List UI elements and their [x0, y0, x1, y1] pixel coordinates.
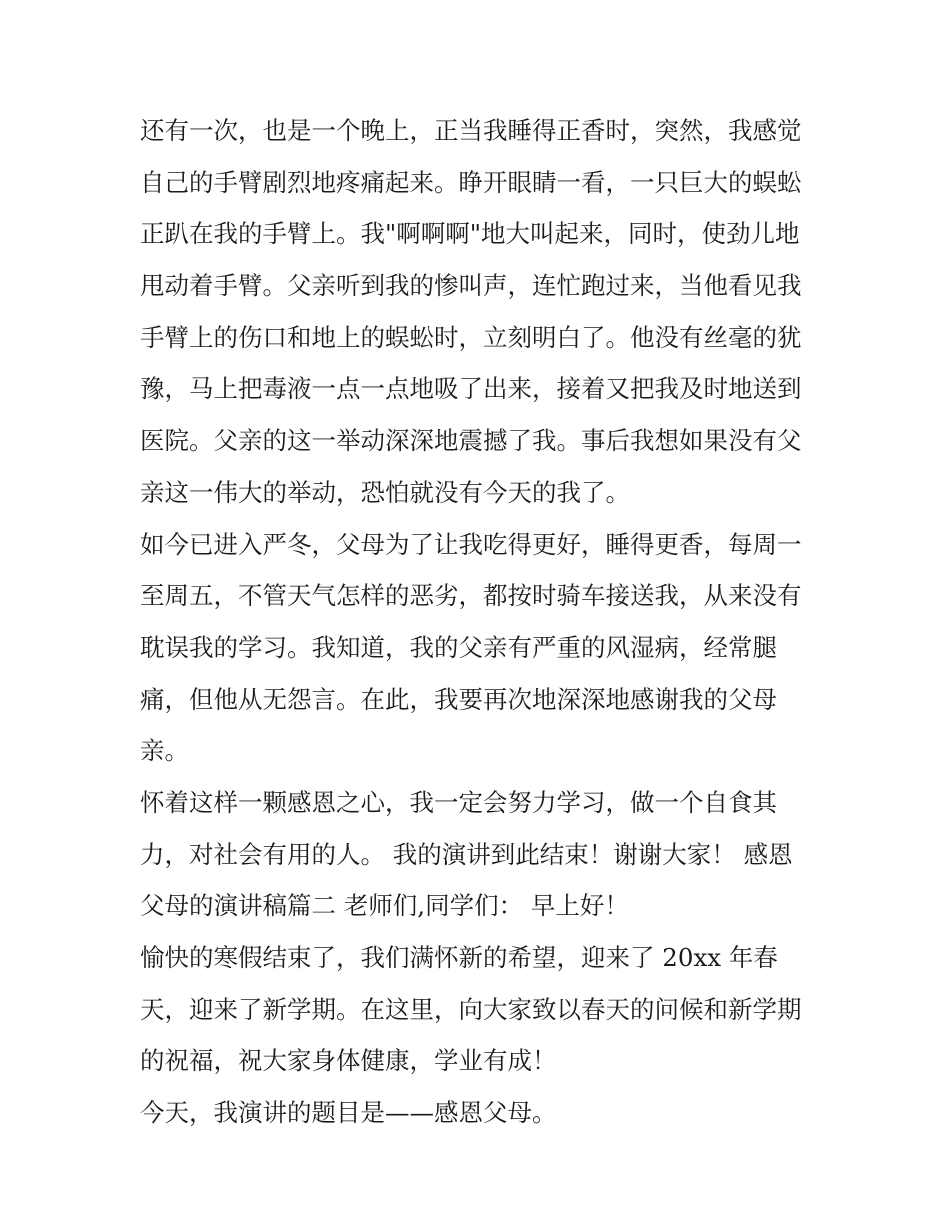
paragraph-winter — [140, 519, 820, 777]
text-line: 愉快的寒假结束了，我们满怀新的希望，迎来了 20xx 年春 — [140, 943, 778, 972]
text-line: 如今已进入严冬，父母为了让我吃得更好，睡得更香，每周一 — [140, 529, 802, 559]
paragraph-new-semester — [140, 932, 820, 1087]
text-line: 正趴在我的手臂上。我"啊啊啊"地大叫起来，同时，使劲儿地 — [140, 219, 800, 249]
text-line: 力，对社会有用的人。 我的演讲到此结束！谢谢大家！ 感恩 — [140, 839, 793, 869]
text-line: 耽误我的学习。我知道，我的父亲有严重的风湿病，经常腿 — [140, 632, 777, 662]
paragraph-topic — [140, 1087, 820, 1139]
text-line: 甩动着手臂。父亲听到我的惨叫声，连忙跑过来，当他看见我 — [140, 271, 802, 301]
text-line: 痛，但他从无怨言。在此，我要再次地深深地感谢我的父母 — [140, 684, 777, 714]
text-line: 怀着这样一颗感恩之心，我一定会努力学习，做一个自食其 — [140, 787, 777, 817]
text-line: 手臂上的伤口和地上的蜈蚣时，立刻明白了。他没有丝毫的犹 — [140, 322, 802, 352]
text-line: 天，迎来了新学期。在这里，向大家致以春天的问候和新学期 — [140, 994, 802, 1024]
text-line: 今天，我演讲的题目是——感恩父母。 — [140, 1098, 557, 1128]
text-line: 亲这一伟大的举动，恐怕就没有今天的我了。 — [140, 477, 630, 507]
text-line: 父母的演讲稿篇二 老师们,同学们： 早上好！ — [140, 891, 629, 921]
text-line: 至周五，不管天气怎样的恶劣，都按时骑车接送我，从来没有 — [140, 581, 802, 611]
document-body — [140, 105, 820, 1139]
text-line: 自己的手臂剧烈地疼痛起来。睁开眼睛一看，一只巨大的蜈蚣 — [140, 167, 802, 197]
text-line: 亲。 — [140, 736, 189, 766]
text-line: 的祝福，祝大家身体健康，学业有成！ — [140, 1046, 557, 1076]
text-line: 还有一次，也是一个晚上，正当我睡得正香时，突然，我感觉 — [140, 116, 802, 145]
paragraph-centipede-story — [140, 105, 820, 519]
text-line: 医院。父亲的这一举动深深地震撼了我。事后我想如果没有父 — [140, 426, 802, 456]
text-line: 豫，马上把毒液一点一点地吸了出来，接着又把我及时地送到 — [140, 374, 802, 404]
paragraph-closing — [140, 777, 820, 932]
